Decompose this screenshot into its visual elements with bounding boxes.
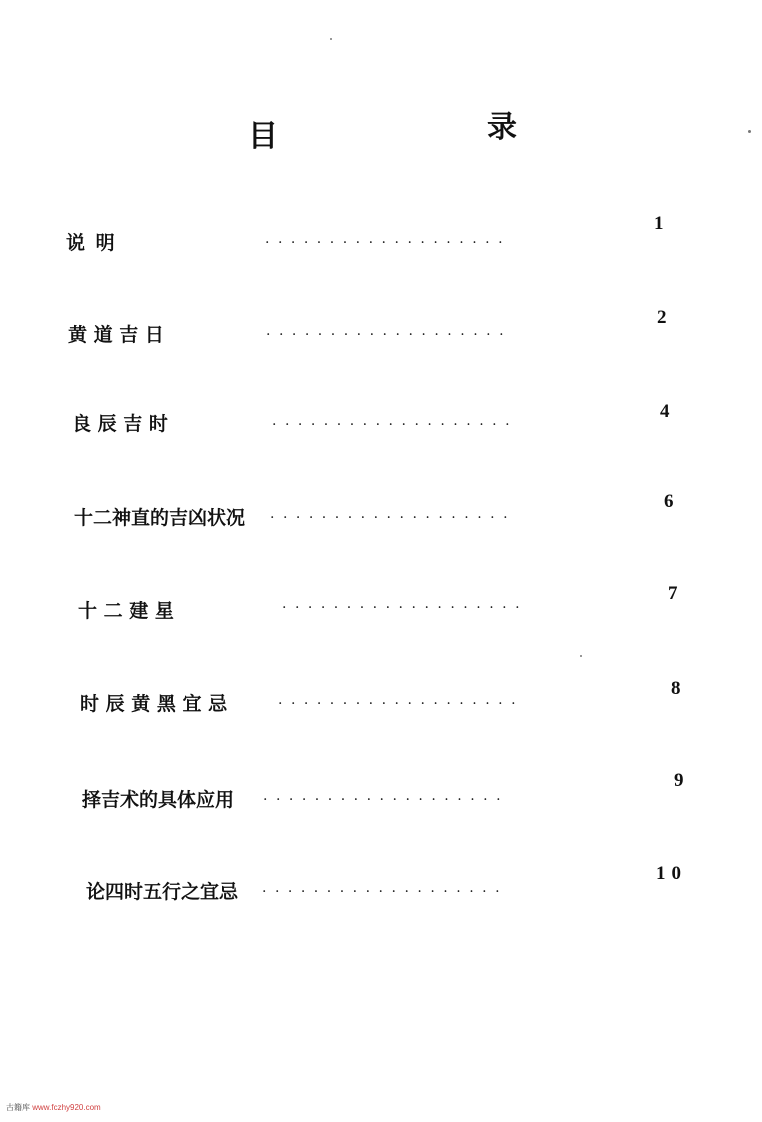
toc-leader-dots: ................... [263, 789, 510, 803]
toc-entry-label: 良 辰 吉 时 [72, 413, 168, 435]
toc-entry-label: 择吉术的具体应用 [82, 789, 235, 811]
footer-watermark [6, 1103, 101, 1113]
toc-leader-dots: ................... [278, 693, 525, 707]
toc-leader-dots: ................... [270, 507, 517, 521]
scan-speck [580, 655, 582, 657]
toc-entry-page: 10 [656, 863, 687, 884]
toc-entry[interactable] [0, 678, 762, 728]
toc-title-char-1: 目 [248, 119, 278, 154]
footer-site-name: 古籍库 [6, 1103, 30, 1112]
toc-entry-page: 9 [674, 770, 690, 791]
toc-entry[interactable] [0, 583, 762, 634]
toc-entry-label: 说 明 [66, 232, 117, 254]
toc-entry[interactable] [0, 213, 762, 260]
toc-entry-page: 7 [668, 583, 684, 604]
toc-leader-dots: ................... [262, 881, 509, 895]
toc-leader-dots: ................... [272, 414, 519, 428]
scan-speck [748, 130, 751, 133]
toc-leader-dots: ................... [265, 232, 512, 246]
toc-entry[interactable] [0, 401, 762, 448]
toc-entry-label: 十 二 建 星 [78, 600, 174, 622]
toc-entry[interactable] [0, 863, 762, 916]
toc-entry-label: 时 辰 黄 黑 宜 忌 [80, 693, 228, 715]
toc-entry-label: 黄 道 吉 日 [68, 324, 164, 346]
toc-entry-page: 2 [657, 307, 673, 328]
toc-leader-dots: ................... [282, 597, 529, 611]
toc-entry[interactable] [0, 770, 762, 822]
toc-leader-dots: ................... [266, 324, 513, 338]
toc-entry[interactable] [0, 491, 762, 540]
toc-entry-page: 4 [660, 401, 676, 422]
toc-title-char-2: 录 [487, 110, 517, 145]
toc-entry-page: 1 [654, 213, 670, 234]
toc-entry[interactable] [0, 307, 762, 354]
toc-entry-label: 论四时五行之宜忌 [86, 881, 239, 903]
toc-entry-label: 十二神直的吉凶状况 [74, 507, 246, 529]
footer-url: www.fczhy920.com [32, 1103, 101, 1112]
toc-entry-page: 6 [664, 491, 680, 512]
toc-entry-page: 8 [671, 678, 687, 699]
scan-speck [330, 38, 332, 40]
